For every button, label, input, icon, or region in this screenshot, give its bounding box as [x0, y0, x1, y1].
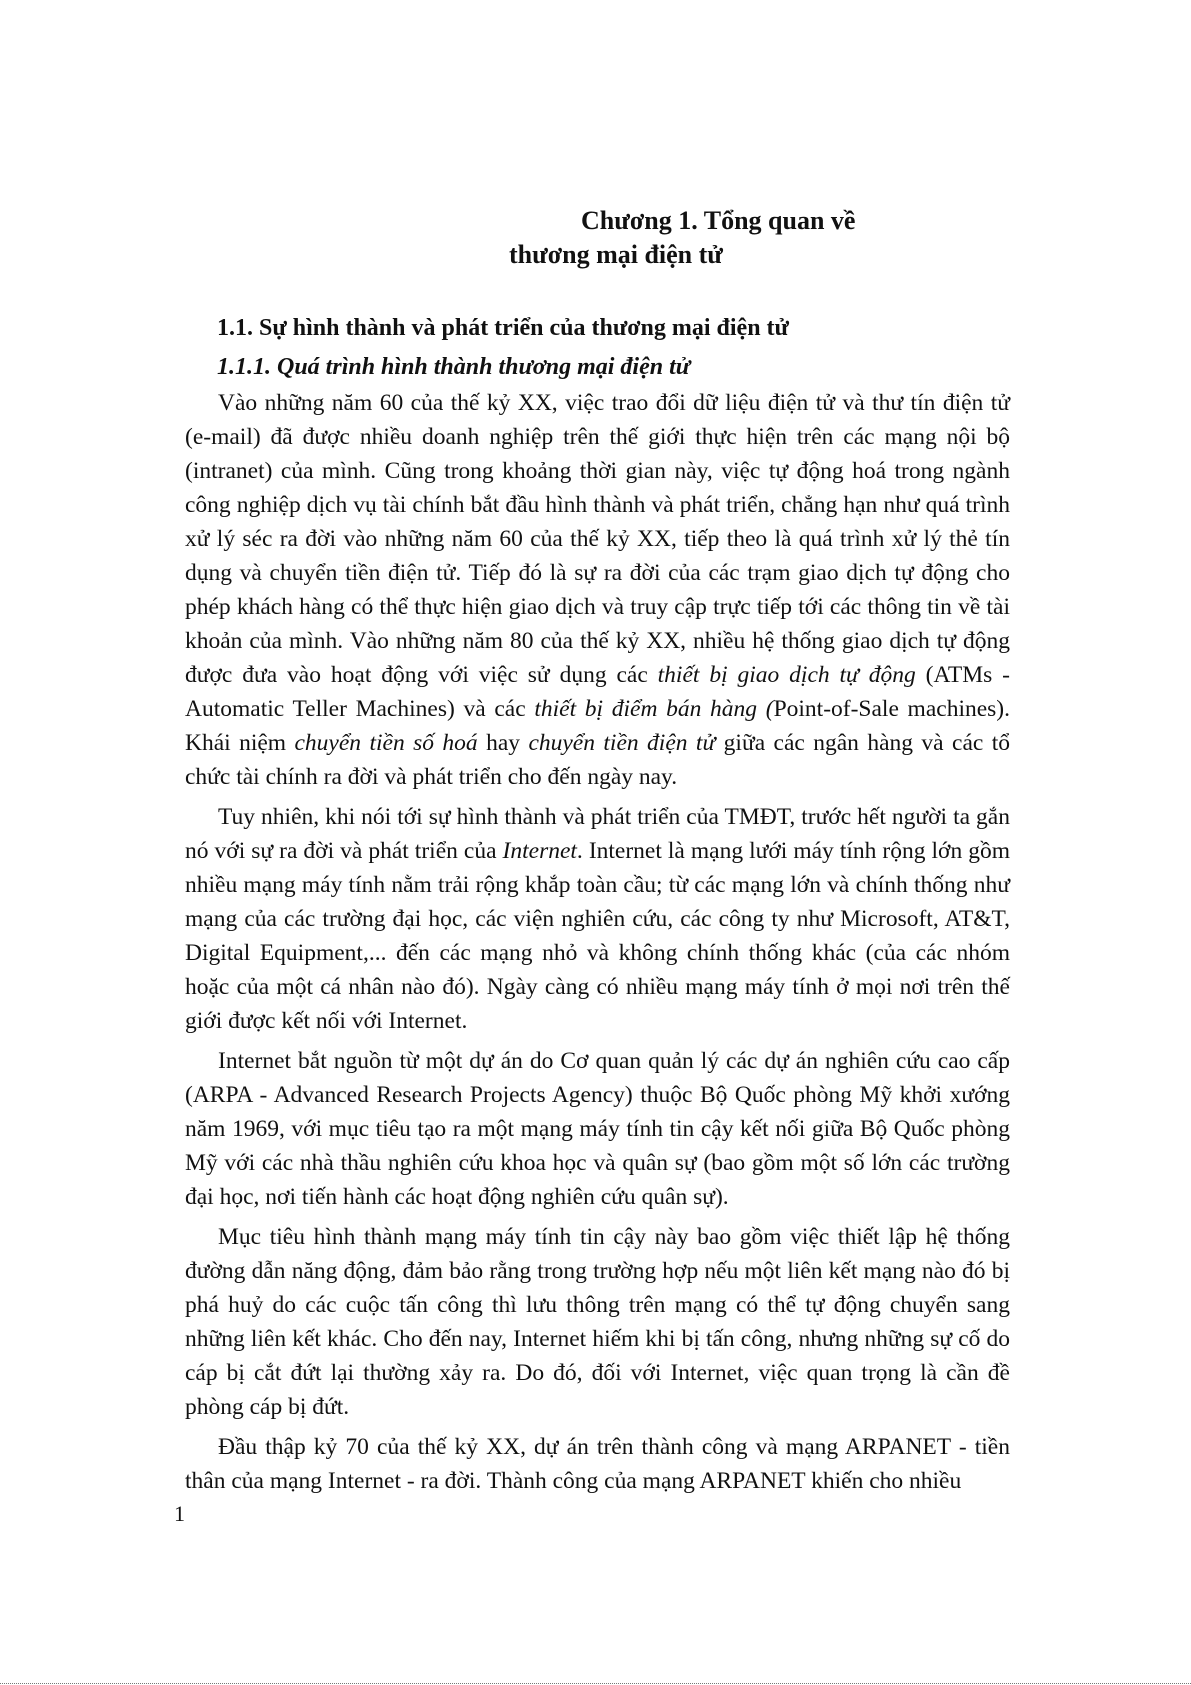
paragraph-3: Internet bắt nguồn từ một dự án do Cơ quan quản lý các dự án nghiên cứu cao cấp (ARPA - Advanced Research Projects Agency) thuộc Bộ Quốc phòng Mỹ khởi xướng năm 1969, với mục tiêu tạo ra một mạng máy tính tin cậy kết nối giữa Bộ Quốc phòng Mỹ với các nhà thầu nghiên cứu khoa học và quân sự (bao gồm một số lớn các trường đại học, nơi tiến hành các hoạt động nghiên cứu quân sự).	[185, 1048, 1010, 1210]
paragraph-5: Đầu thập kỷ 70 của thế kỷ XX, dự án trên thành công và mạng ARPANET - tiền thân của mạng Internet - ra đời. Thành công của mạng ARPANET khiến cho nhiều	[185, 1434, 1010, 1494]
page-number: 1	[174, 1501, 185, 1526]
paragraph-2: Tuy nhiên, khi nói tới sự hình thành và phát triển của TMĐT, trước hết người ta gắn nó với sự ra đời và phát triển của Internet. Internet là mạng lưới máy tính rộng lớn gồm nhiều mạng máy tính nằm trải rộng khắp toàn cầu; từ các mạng lớn và chính thống như mạng của các trường đại học, các viện nghiên cứu, các công ty như Microsoft, AT&T, Digital Equipment,... đến các mạng nhỏ và không chính thống khác (của các nhóm hoặc của một cá nhân nào đó). Ngày càng có nhiều mạng máy tính ở mọi nơi trên thế giới được kết nối với Internet.	[185, 804, 1010, 1034]
section-heading: 1.1. Sự hình thành và phát triển của thương mại điện tử	[217, 315, 789, 341]
subsection-heading: 1.1.1. Quá trình hình thành thương mại điện tử	[217, 354, 691, 380]
paragraph-1: Vào những năm 60 của thế kỷ XX, việc trao đổi dữ liệu điện tử và thư tín điện tử (e-mail) đã được nhiều doanh nghiệp trên thế giới thực hiện trên các mạng nội bộ (intranet) của mình. Cũng trong khoảng thời gian này, việc tự động hoá trong ngành công nghiệp dịch vụ tài chính bắt đầu hình thành và phát triển, chẳng hạn như quá trình xử lý séc ra đời vào những năm 60 của thế kỷ XX, tiếp theo là quá trình xử lý thẻ tín dụng và chuyển tiền điện tử. Tiếp đó là sự ra đời của các trạm giao dịch tự động cho phép khách hàng có thể thực hiện giao dịch và truy cập trực tiếp tới các thông tin về tài khoản của mình. Vào những năm 80 của thế kỷ XX, nhiều hệ thống giao dịch tự động được đưa vào hoạt động với việc sử dụng các thiết bị giao dịch tự động (ATMs - Automatic Teller Machines) và các thiết bị điểm bán hàng (Point-of-Sale machines). Khái niệm chuyển tiền số hoá hay chuyển tiền điện tử giữa các ngân hàng và các tổ chức tài chính ra đời và phát triển cho đến ngày nay.	[185, 390, 1011, 790]
body-text	[185, 386, 1010, 1504]
document-page: Chương 1. Tổng quan về thương mại điện tử 1.1. Sự hình thành và phát triển của thương mại điện tử 1.1.1. Quá trình hình thành thương mại điện tử Vào những năm 60 của thế kỷ XX, việc trao đổi dữ liệu điện tử và thư tín điện tử (e-mail) đã được nhiều doanh nghiệp trên thế giới thực hiện trên các mạng nội bộ (intranet) của mình. Cũng trong khoảng thời gian này, việc tự động hoá trong ngành công nghiệp dịch vụ tài chính bắt đầu hình thành và phát triển, chẳng hạn như quá trình xử lý séc ra đời vào những năm 60 của thế kỷ XX, tiếp theo là quá trình xử lý thẻ tín dụng và chuyển tiền điện tử. Tiếp đó là sự ra đời của các trạm giao dịch tự động cho phép khách hàng có thể thực hiện giao dịch và truy cập trực tiếp tới các thông tin về tài khoản của mình. Vào những năm 80 của thế kỷ XX, nhiều hệ thống giao dịch tự động được đưa vào hoạt động với việc sử dụng các thiết bị giao dịch tự động (ATMs - Automatic Teller Machines) và các thiết bị điểm bán hàng (Point-of-Sale machines). Khái niệm chuyển tiền số hoá hay chuyển tiền điện tử giữa các ngân hàng và các tổ chức tài chính ra đời và phát triển cho đến ngày nay. Tuy nhiên, khi nói tới sự hình thành và phát triển của TMĐT, trước hết người ta gắn nó với sự ra đời và phát triển của Internet. Internet là mạng lưới máy tính rộng lớn gồm nhiều mạng máy tính nằm trải rộng khắp toàn cầu; từ các mạng lớn và chính thống như mạng của các trường đại học, các viện nghiên cứu, các công ty như Microsoft, AT&T, Digital Equipment,... đến các mạng nhỏ và không chính thống khác (của các nhóm hoặc của một cá nhân nào đó). Ngày càng có nhiều mạng máy tính ở mọi nơi trên thế giới được kết nối với Internet. Internet bắt nguồn từ một dự án do Cơ quan quản lý các dự án nghiên cứu cao cấp (ARPA - Advanced Research Projects Agency) thuộc Bộ Quốc phòng Mỹ khởi xướng năm 1969, với mục tiêu tạo ra một mạng máy tính tin cậy kết nối giữa Bộ Quốc phòng Mỹ với các nhà thầu nghiên cứu khoa học và quân sự (bao gồm một số lớn các trường đại học, nơi tiến hành các hoạt động nghiên cứu quân sự). Mục tiêu hình thành mạng máy tính tin cậy này bao gồm việc thiết lập hệ thống đường dẫn năng động, đảm bảo rằng trong trường hợp nếu một liên kết mạng nào đó bị phá huỷ do các cuộc tấn công thì lưu thông trên mạng có thể tự động chuyển sang những liên kết khác. Cho đến nay, Internet hiếm khi bị tấn công, nhưng những sự cố do cáp bị cắt đứt lại thường xảy ra. Do đó, đối với Internet, việc quan trọng là cần đề phòng cáp bị đứt. Đầu thập kỷ 70 của thế kỷ XX, dự án trên thành công và mạng ARPANET - tiền thân của mạng Internet - ra đời. Thành công của mạng ARPANET khiến cho nhiều 1	[0, 0, 1191, 1685]
paragraph-4: Mục tiêu hình thành mạng máy tính tin cậy này bao gồm việc thiết lập hệ thống đường dẫn năng động, đảm bảo rằng trong trường hợp nếu một liên kết mạng nào đó bị phá huỷ do các cuộc tấn công thì lưu thông trên mạng có thể tự động chuyển sang những liên kết khác. Cho đến nay, Internet hiếm khi bị tấn công, nhưng những sự cố do cáp bị cắt đứt lại thường xảy ra. Do đó, đối với Internet, việc quan trọng là cần đề phòng cáp bị đứt.	[185, 1224, 1010, 1420]
